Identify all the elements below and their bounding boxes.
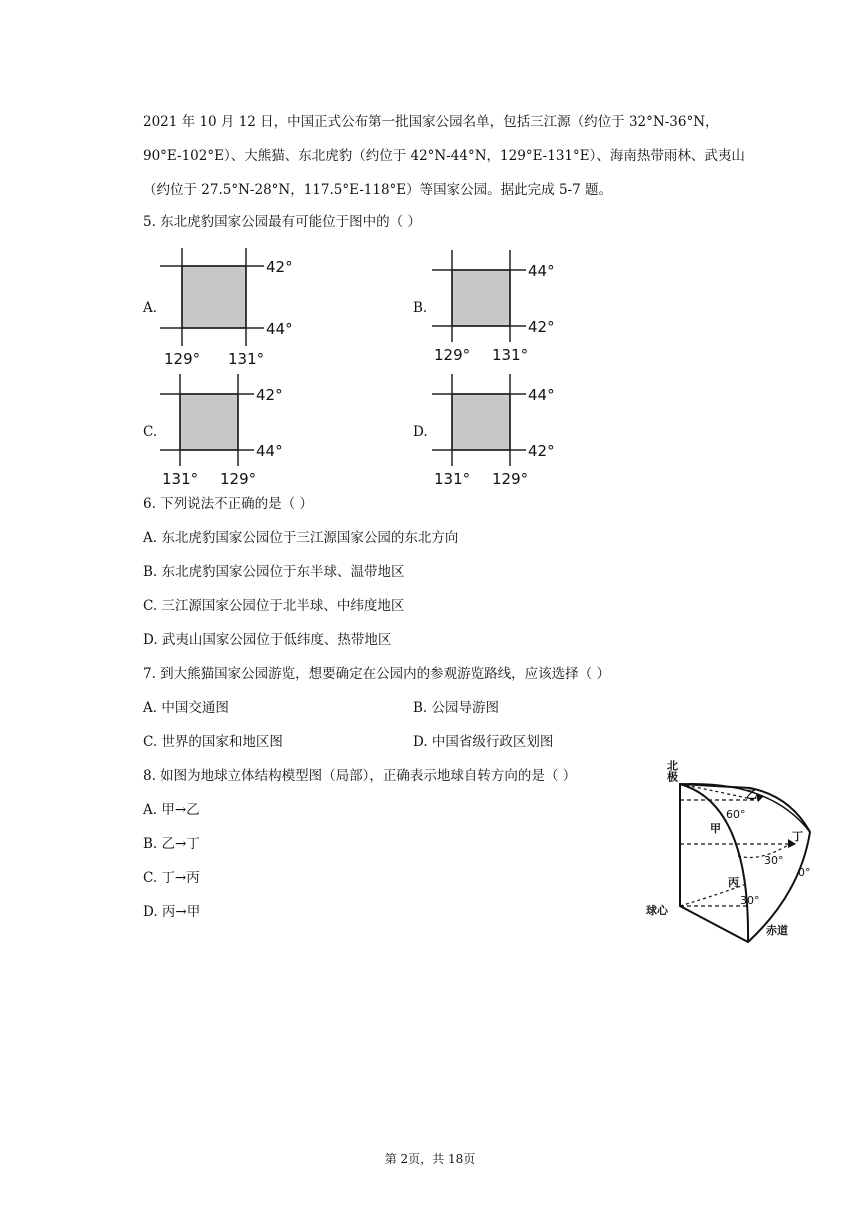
q5-option-a-label[interactable]: A.: [143, 300, 158, 316]
intro-line-1: 2021 年 10 月 12 日，中国正式公布第一批国家公园名单，包括三江源（约位于 32°N-36°N，: [143, 114, 719, 130]
q8-option-c[interactable]: C. 丁→丙: [143, 870, 200, 886]
intro-line-2: 90°E-102°E）、大熊猫、东北虎豹（约位于 42°N-44°N，129°E-131°E）、海南热带雨林、武夷山: [143, 148, 745, 164]
q5-c-left-lon: 131°: [162, 470, 199, 488]
q7-option-d[interactable]: D. 中国省级行政区划图: [413, 734, 554, 750]
earth-cutaway-diagram: [640, 744, 820, 944]
fig-jia-label: 甲: [710, 822, 721, 835]
q8-option-b[interactable]: B. 乙→丁: [143, 836, 200, 852]
q5-d-bottom-lat: 42°: [528, 442, 555, 460]
q5-option-b-label[interactable]: B.: [413, 300, 428, 316]
fig-center-label: 球心: [646, 904, 668, 917]
q5-c-right-lon: 129°: [220, 470, 257, 488]
q5-b-top-lat: 44°: [528, 262, 555, 280]
fig-30-deg-b: 30°: [740, 894, 760, 907]
intro-line-3: （约位于 27.5°N-28°N，117.5°E-118°E）等国家公园。据此完成 5-7 题。: [143, 182, 612, 198]
q5-option-c-label[interactable]: C.: [143, 424, 158, 440]
q6-option-a[interactable]: A. 东北虎豹国家公园位于三江源国家公园的东北方向: [143, 530, 459, 546]
q5-d-top-lat: 44°: [528, 386, 555, 404]
q6-option-b[interactable]: B. 东北虎豹国家公园位于东半球、温带地区: [143, 564, 405, 580]
question-7-stem: 7. 到大熊猫国家公园游览，想要确定在公园内的参观游览路线，应该选择（ ）: [143, 666, 610, 682]
q5-option-d-figure: [432, 374, 572, 490]
q7-option-b[interactable]: B. 公园导游图: [413, 700, 500, 716]
q5-d-left-lon: 131°: [434, 470, 471, 488]
question-6-stem: 6. 下列说法不正确的是（ ）: [143, 496, 313, 512]
fig-30-deg-a: 30°: [764, 854, 784, 867]
fig-equator-label: 赤道: [766, 924, 788, 937]
fig-ding-label: 丁: [792, 830, 803, 843]
q5-d-right-lon: 129°: [492, 470, 529, 488]
q6-option-d[interactable]: D. 武夷山国家公园位于低纬度、热带地区: [143, 632, 392, 648]
q5-a-left-lon: 129°: [164, 350, 201, 368]
fig-bing-label: 丙: [728, 876, 739, 889]
fig-north-label-1: 北极: [665, 760, 679, 782]
q5-b-right-lon: 131°: [492, 346, 529, 364]
q7-option-c[interactable]: C. 世界的国家和地区图: [143, 734, 283, 750]
q5-c-bottom-lat: 44°: [256, 442, 283, 460]
page-footer: 第 2页，共 18页: [384, 1152, 476, 1166]
q7-option-a[interactable]: A. 中国交通图: [143, 700, 229, 716]
q5-option-c-figure: [160, 374, 300, 490]
q5-b-bottom-lat: 42°: [528, 318, 555, 336]
fig-0-deg: 0°: [798, 866, 811, 879]
q8-option-d[interactable]: D. 丙→甲: [143, 904, 201, 920]
q5-option-a-figure: [160, 248, 310, 368]
question-5-stem: 5. 东北虎豹国家公园最有可能位于图中的（ ）: [143, 214, 421, 230]
q8-option-a[interactable]: A. 甲→乙: [143, 802, 200, 818]
q5-a-top-lat: 42°: [266, 258, 293, 276]
q5-option-d-label[interactable]: D.: [413, 424, 428, 440]
q5-c-top-lat: 42°: [256, 386, 283, 404]
fig-60-deg: 60°: [726, 808, 746, 821]
question-8-stem: 8. 如图为地球立体结构模型图（局部），正确表示地球自转方向的是（ ）: [143, 768, 577, 784]
q5-option-b-figure: [432, 250, 572, 366]
q5-a-bottom-lat: 44°: [266, 320, 293, 338]
q5-b-left-lon: 129°: [434, 346, 471, 364]
fig-yi-label: 乙: [746, 788, 757, 801]
q6-option-c[interactable]: C. 三江源国家公园位于北半球、中纬度地区: [143, 598, 405, 614]
q5-a-right-lon: 131°: [228, 350, 265, 368]
